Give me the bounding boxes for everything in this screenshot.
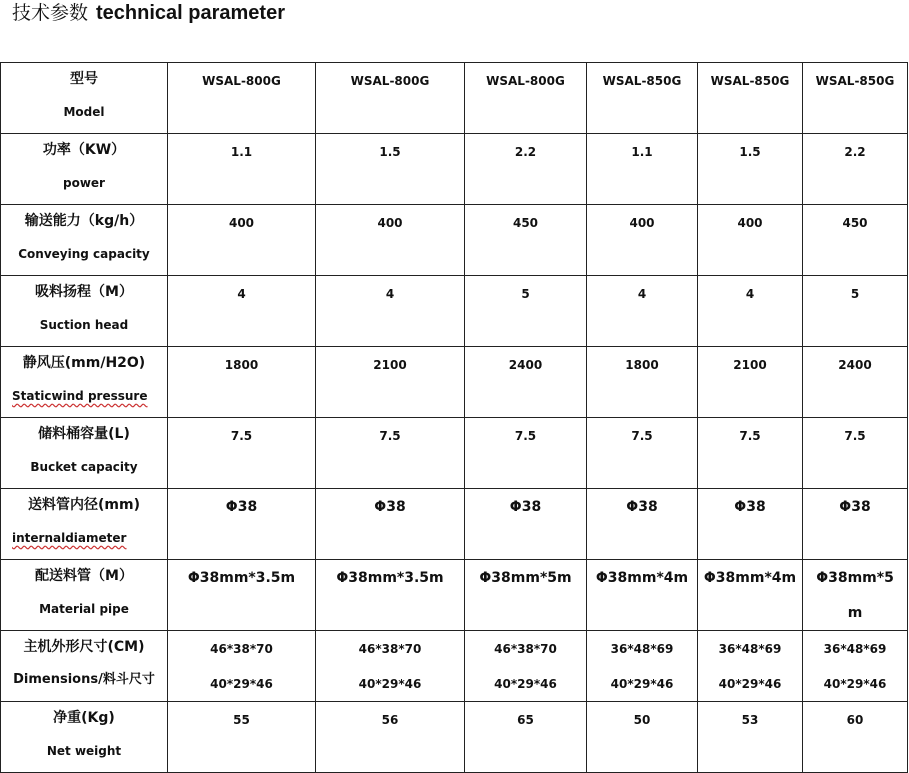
cell-value: 2400 — [838, 358, 872, 372]
value-cell — [587, 276, 698, 347]
cell-value: Φ38 — [734, 499, 766, 515]
value-cell — [587, 134, 698, 205]
value-cell — [316, 560, 465, 631]
model-cell — [316, 63, 465, 134]
row-header-internal-diameter — [1, 489, 168, 560]
cell-value: Φ38 — [626, 499, 658, 515]
value-cell — [168, 631, 316, 702]
value-cell — [698, 560, 803, 631]
row-header-net-weight — [1, 702, 168, 773]
value-cell — [587, 560, 698, 631]
cell-value: 46*38*70 — [210, 642, 273, 656]
cell-value: 5 — [850, 287, 860, 301]
value-cell — [465, 631, 587, 702]
model-cell — [698, 63, 803, 134]
value-cell — [465, 560, 587, 631]
cell-value: 36*48*69 — [823, 642, 887, 656]
model-name: WSAL-850G — [710, 74, 790, 88]
technical-parameter-table — [0, 62, 908, 773]
cell-value: 2100 — [733, 358, 767, 372]
row-label-cn: 主机外形尺寸(CM) — [23, 639, 145, 655]
table-row-internal-diameter — [1, 489, 908, 560]
cell-value: 2100 — [373, 358, 407, 372]
row-header-dimensions — [1, 631, 168, 702]
row-label-cn: 型号 — [70, 71, 98, 87]
row-label-en: Staticwind pressure — [12, 389, 148, 403]
cell-value: 1.5 — [379, 145, 401, 159]
value-cell — [698, 276, 803, 347]
row-label-en: internaldiameter — [12, 531, 127, 545]
table-row-material-pipe — [1, 560, 908, 631]
value-cell — [587, 418, 698, 489]
row-label-cn: 净重(Kg) — [53, 710, 115, 726]
model-cell — [168, 63, 316, 134]
cell-value: 2.2 — [844, 145, 866, 159]
value-cell — [803, 134, 908, 205]
value-cell — [465, 702, 587, 773]
cell-value: 1800 — [625, 358, 659, 372]
value-cell — [168, 702, 316, 773]
value-cell — [465, 205, 587, 276]
row-label-cn: 静风压(mm/H2O) — [22, 355, 146, 371]
value-cell — [587, 205, 698, 276]
row-label-en: Suction head — [39, 318, 129, 332]
cell-value: 36*48*69 — [610, 642, 674, 656]
value-cell — [803, 347, 908, 418]
row-header-static-wind-pressure — [1, 347, 168, 418]
cell-value: 2400 — [508, 358, 543, 372]
table-row-bucket-capacity — [1, 418, 908, 489]
value-cell — [698, 631, 803, 702]
cell-value: Φ38mm*3.5m — [336, 570, 444, 586]
cell-value: 7.5 — [514, 429, 537, 443]
cell-value: 7.5 — [739, 429, 761, 443]
value-cell — [587, 489, 698, 560]
cell-value: 4 — [745, 287, 755, 301]
row-label-en: Bucket capacity — [30, 460, 138, 474]
cell-value: 7.5 — [844, 429, 866, 443]
row-header-conveying-capacity — [1, 205, 168, 276]
cell-value: 46*38*70 — [494, 642, 557, 656]
value-cell — [587, 631, 698, 702]
cell-value: 1.1 — [230, 145, 253, 159]
value-cell — [316, 347, 465, 418]
value-cell — [803, 276, 908, 347]
cell-value: 60 — [846, 713, 864, 727]
cell-value: Φ38 — [225, 499, 258, 515]
row-label-cn: 储料桶容量(L) — [38, 426, 130, 442]
row-label-en: Model — [63, 105, 105, 119]
cell-value: 65 — [517, 713, 534, 727]
value-cell — [316, 489, 465, 560]
value-cell — [316, 205, 465, 276]
cell-value: 400 — [228, 216, 255, 230]
cell-value: 4 — [637, 287, 647, 301]
row-header-power — [1, 134, 168, 205]
value-cell — [465, 134, 587, 205]
value-cell — [587, 702, 698, 773]
cell-value: 7.5 — [230, 429, 253, 443]
page-title — [12, 0, 285, 30]
table-row-model — [1, 63, 908, 134]
row-label-cn: 送料管内径(mm) — [28, 497, 140, 513]
cell-value: Φ38mm*5m — [479, 570, 572, 586]
row-label-cn: 功率（KW） — [42, 142, 126, 158]
row-label-cn: 吸料扬程（M） — [35, 284, 133, 300]
table-row-conveying-capacity — [1, 205, 908, 276]
cell-value: 400 — [377, 216, 403, 230]
cell-value-2: 40*29*46 — [210, 677, 273, 691]
row-label-cn: 配送料管（M） — [35, 568, 133, 584]
row-label-en: Conveying capacity — [18, 247, 150, 261]
value-cell — [803, 702, 908, 773]
cell-value-wrap: m — [847, 605, 863, 621]
cell-value: Φ38 — [839, 499, 871, 515]
value-cell — [465, 276, 587, 347]
table-row-static-wind-pressure — [1, 347, 908, 418]
row-label-en: Net weight — [46, 744, 122, 758]
cell-value: 450 — [842, 216, 868, 230]
value-cell — [698, 702, 803, 773]
value-cell — [803, 631, 908, 702]
table-row-dimensions — [1, 631, 908, 702]
value-cell — [316, 276, 465, 347]
table-row-power — [1, 134, 908, 205]
value-cell — [803, 489, 908, 560]
cell-value: Φ38 — [509, 499, 542, 515]
cell-value: 56 — [381, 713, 399, 727]
value-cell — [168, 418, 316, 489]
table-row-suction-head — [1, 276, 908, 347]
value-cell — [698, 489, 803, 560]
cell-value: 36*48*69 — [718, 642, 782, 656]
cell-value: 7.5 — [379, 429, 401, 443]
value-cell — [168, 489, 316, 560]
cell-value: 450 — [512, 216, 539, 230]
cell-value: 1800 — [224, 358, 259, 372]
cell-value: 4 — [237, 287, 246, 301]
cell-value: Φ38mm*4m — [703, 570, 797, 586]
row-header-suction-head — [1, 276, 168, 347]
model-cell — [803, 63, 908, 134]
title-chinese: 技术参数 — [12, 2, 89, 24]
value-cell — [168, 205, 316, 276]
value-cell — [316, 631, 465, 702]
value-cell — [803, 560, 908, 631]
row-header-bucket-capacity — [1, 418, 168, 489]
value-cell — [465, 489, 587, 560]
cell-value-2: 40*29*46 — [494, 677, 557, 691]
model-cell — [465, 63, 587, 134]
cell-value-2: 40*29*46 — [610, 677, 674, 691]
cell-value: 7.5 — [631, 429, 653, 443]
cell-value: 1.5 — [739, 145, 761, 159]
row-header-material-pipe — [1, 560, 168, 631]
cell-value: 400 — [737, 216, 763, 230]
value-cell — [168, 134, 316, 205]
model-name: WSAL-800G — [202, 74, 281, 88]
value-cell — [803, 205, 908, 276]
value-cell — [316, 418, 465, 489]
title-english: technical parameter — [96, 2, 285, 24]
cell-value: 5 — [521, 287, 530, 301]
cell-value: 53 — [741, 713, 759, 727]
row-label-en: power — [63, 176, 105, 190]
cell-value: Φ38mm*5 — [816, 570, 894, 586]
value-cell — [316, 702, 465, 773]
value-cell — [168, 276, 316, 347]
row-label-cn: 输送能力（kg/h） — [24, 213, 144, 229]
cell-value: 1.1 — [631, 145, 653, 159]
value-cell — [698, 134, 803, 205]
cell-value: 46*38*70 — [358, 642, 422, 656]
row-label-en: Dimensions/料斗尺寸 — [13, 672, 155, 687]
value-cell — [168, 560, 316, 631]
model-name: WSAL-800G — [350, 74, 430, 88]
model-name: WSAL-800G — [486, 74, 565, 88]
value-cell — [587, 347, 698, 418]
cell-value: 2.2 — [514, 145, 537, 159]
cell-value: Φ38mm*3.5m — [187, 570, 296, 586]
model-name: WSAL-850G — [602, 74, 682, 88]
cell-value-2: 40*29*46 — [358, 677, 422, 691]
row-header-model — [1, 63, 168, 134]
cell-value: 55 — [233, 713, 250, 727]
model-cell — [587, 63, 698, 134]
cell-value: 4 — [385, 287, 395, 301]
value-cell — [316, 134, 465, 205]
value-cell — [465, 347, 587, 418]
value-cell — [168, 347, 316, 418]
cell-value: 50 — [633, 713, 651, 727]
cell-value: Φ38mm*4m — [595, 570, 689, 586]
model-name: WSAL-850G — [815, 74, 895, 88]
value-cell — [698, 347, 803, 418]
table-row-net-weight — [1, 702, 908, 773]
row-label-en: Material pipe — [39, 602, 129, 616]
cell-value: Φ38 — [374, 499, 406, 515]
value-cell — [698, 418, 803, 489]
cell-value-2: 40*29*46 — [718, 677, 782, 691]
value-cell — [465, 418, 587, 489]
value-cell — [803, 418, 908, 489]
cell-value-2: 40*29*46 — [823, 677, 887, 691]
cell-value: 400 — [629, 216, 655, 230]
value-cell — [698, 205, 803, 276]
